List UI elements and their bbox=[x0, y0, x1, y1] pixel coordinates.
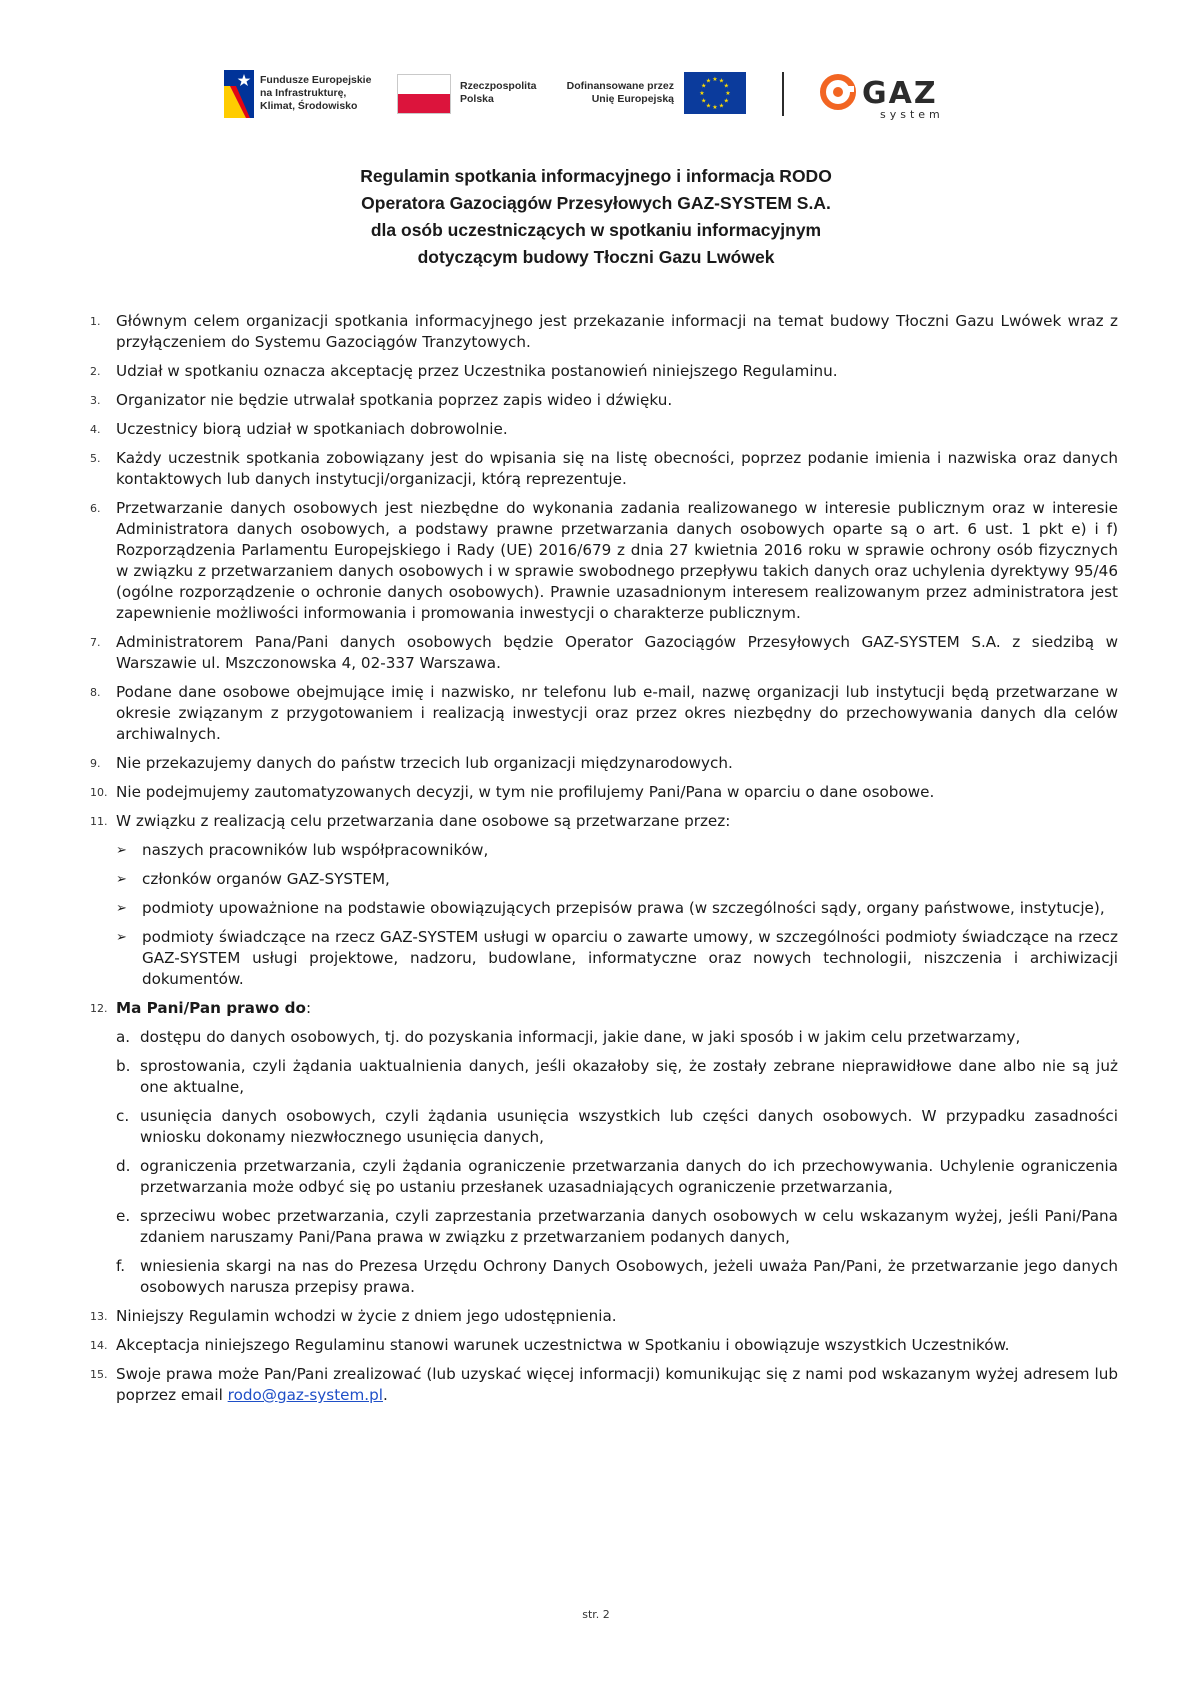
gaz-system-logo bbox=[818, 68, 984, 120]
item-text: Podane dane osobowe obejmujące imię i nazwisko, nr telefonu lub e-mail, nazwę organizacji lub instytucji będą przetwarzane w okresie związanym z przygotowaniem i realizacją inwestycji oraz przez okres niezbędny do przechowywania danych dla celów archiwalnych. bbox=[116, 683, 1118, 743]
item-number: 14. bbox=[90, 1339, 108, 1352]
list-item bbox=[90, 1306, 1118, 1327]
svg-text:★: ★ bbox=[723, 97, 729, 105]
right-item bbox=[90, 1027, 1118, 1048]
rzeczpospolita-polska-logo bbox=[397, 68, 552, 120]
title-line-1: Regulamin spotkania informacyjnego i informacja RODO bbox=[360, 166, 832, 186]
item-number: 4. bbox=[90, 423, 101, 436]
item-number: 8. bbox=[90, 686, 101, 699]
right-letter: d. bbox=[116, 1157, 131, 1175]
arrow-bullet-icon: ➢ bbox=[116, 843, 127, 858]
svg-text:★: ★ bbox=[705, 77, 712, 85]
item-number: 9. bbox=[90, 757, 101, 770]
list-item-rights bbox=[90, 998, 1118, 1019]
item-text: Organizator nie będzie utrwalał spotkania poprzez zapis wideo i dźwięku. bbox=[116, 391, 673, 409]
svg-text:★: ★ bbox=[723, 82, 729, 90]
svg-text:★: ★ bbox=[725, 90, 731, 97]
right-text: sprostowania, czyli żądania uaktualnienia danych, jeśli okazałoby się, że zostały zebrane nieprawidłowe dane albo nie są już one aktualne, bbox=[140, 1057, 1118, 1096]
arrow-bullet-icon: ➢ bbox=[116, 872, 127, 887]
ue-line-1: Dofinansowane przez bbox=[566, 80, 674, 92]
right-text: usunięcia danych osobowych, czyli żądania usunięcia wszystkich lub części danych osobowych. W przypadku zasadności wniosku dokonamy niezwłocznego usunięcia danych, bbox=[140, 1107, 1118, 1146]
item-text: Głównym celem organizacji spotkania informacyjnego jest przekazanie informacji na temat budowy Tłoczni Gazu Lwówek wraz z przyłączeniem do Systemu Gazociągów Tranzytowych. bbox=[116, 312, 1118, 351]
title-line-3: dla osób uczestniczących w spotkaniu informacyjnym bbox=[370, 220, 822, 240]
item-number: 2. bbox=[90, 365, 101, 378]
title-line-4: dotyczącym budowy Tłoczni Gazu Lwówek bbox=[417, 247, 775, 267]
item-number: 12. bbox=[90, 1002, 108, 1015]
list-item-contact bbox=[90, 1364, 1118, 1406]
svg-text:★: ★ bbox=[701, 82, 707, 90]
list-item bbox=[90, 682, 1118, 745]
rights-list bbox=[90, 1027, 1118, 1298]
processors-list bbox=[90, 840, 1118, 990]
page-number: str. 2 bbox=[582, 1608, 610, 1621]
right-letter: f. bbox=[116, 1257, 126, 1275]
rp-line-2: Polska bbox=[460, 93, 494, 105]
list-item bbox=[90, 782, 1118, 803]
svg-text:★: ★ bbox=[718, 102, 725, 110]
item-number: 13. bbox=[90, 1310, 108, 1323]
list-item bbox=[90, 361, 1118, 382]
rights-heading-colon: : bbox=[305, 999, 312, 1017]
email-link[interactable]: rodo@gaz-system.pl bbox=[227, 1386, 383, 1404]
arrow-bullet-icon: ➢ bbox=[116, 930, 127, 945]
list-item bbox=[90, 419, 1118, 440]
rights-heading: Ma Pani/Pan prawo do bbox=[116, 999, 306, 1017]
fe-line-3: Klimat, Środowisko bbox=[260, 100, 358, 112]
bullet-item bbox=[90, 840, 1118, 861]
right-item bbox=[90, 1206, 1118, 1248]
bullet-item bbox=[90, 927, 1118, 990]
item-text: Nie podejmujemy zautomatyzowanych decyzji, w tym nie profilujemy Pani/Pana w oparciu o dane osobowe. bbox=[116, 783, 935, 801]
right-item bbox=[90, 1106, 1118, 1148]
svg-text:★: ★ bbox=[712, 76, 718, 83]
bullet-item bbox=[90, 898, 1118, 919]
right-item bbox=[90, 1056, 1118, 1098]
item-number: 6. bbox=[90, 502, 101, 515]
item-text: Swoje prawa może Pan/Pani zrealizować (lub uzyskać więcej informacji) komunikując się z nami pod wskazanym wyżej adresem lub poprzez email bbox=[116, 1365, 1118, 1404]
right-item bbox=[90, 1256, 1118, 1298]
gaz-wordmark: GAZ bbox=[862, 76, 938, 111]
item-text: Uczestnicy biorą udział w spotkaniach dobrowolnie. bbox=[116, 420, 508, 438]
document-title bbox=[200, 163, 992, 271]
fe-line-1: Fundusze Europejskie bbox=[260, 74, 372, 86]
item-text: W związku z realizacją celu przetwarzania dane osobowe są przetwarzane przez: bbox=[116, 812, 731, 830]
bullet-text: naszych pracowników lub współpracowników, bbox=[142, 841, 489, 859]
right-letter: c. bbox=[116, 1107, 130, 1125]
unia-europejska-logo bbox=[566, 68, 746, 120]
item-text: Przetwarzanie danych osobowych jest niezbędne do wykonania zadania realizowanego w interesie publicznym oraz w interesie Administratora danych osobowych, a podstawy prawne przetwarzania danych osobowych oparte są o art. 6 ust. 1 pkt e) i f) Rozporządzenia Parlamentu Europejskiego i Rady (UE) 2016/679 z dnia 27 kwietnia 2016 roku w sprawie ochrony osób fizycznych w związku z przetwarzaniem danych osobowych i w sprawie swobodnego przepływu takich danych oraz uchylenia dyrektywy 95/46 (ogólne rozporządzenie o ochronie danych osobowych). Prawnie uzasadnionym interesem realizowanym przez administratora jest zapewnienie możliwości informowania i promowania inwestycji o charakterze publicznym. bbox=[116, 499, 1118, 622]
bullet-item bbox=[90, 869, 1118, 890]
polish-flag-icon bbox=[397, 74, 451, 114]
list-item bbox=[90, 498, 1118, 624]
list-item bbox=[90, 753, 1118, 774]
ue-line-2: Unię Europejską bbox=[591, 93, 674, 105]
list-item bbox=[90, 632, 1118, 674]
list-item bbox=[90, 448, 1118, 490]
list-item-processors bbox=[90, 811, 1118, 832]
gaz-sub-wordmark: system bbox=[880, 108, 944, 120]
item-number: 1. bbox=[90, 315, 101, 328]
svg-text:★: ★ bbox=[718, 77, 725, 85]
gaz-system-mark-icon bbox=[818, 72, 984, 120]
right-text: wniesienia skargi na nas do Prezesa Urzędu Ochrony Danych Osobowych, jeżeli uważa Pan/Pani, że przetwarzanie jego danych osobowych narusza przepisy prawa. bbox=[140, 1257, 1118, 1296]
right-item bbox=[90, 1156, 1118, 1198]
svg-text:★: ★ bbox=[701, 97, 707, 105]
item-number: 7. bbox=[90, 636, 101, 649]
item-number: 11. bbox=[90, 815, 108, 828]
rp-logo-text bbox=[460, 80, 536, 106]
bullet-text: członków organów GAZ-SYSTEM, bbox=[142, 870, 390, 888]
logo-separator bbox=[782, 72, 784, 116]
right-letter: a. bbox=[116, 1028, 131, 1046]
bullet-text: podmioty upoważnione na podstawie obowiązujących przepisów prawa (w szczególności sądy, organy państwowe, instytucje), bbox=[142, 899, 1105, 917]
right-text: sprzeciwu wobec przetwarzania, czyli zaprzestania przetwarzania danych osobowych w celu wskazanym wyżej, jeśli Pani/Pana zdaniem naruszamy Pani/Pana prawa w związku z przetwarzaniem podanych danych, bbox=[140, 1207, 1118, 1246]
item-text: Niniejszy Regulamin wchodzi w życie z dniem jego udostępnienia. bbox=[116, 1307, 617, 1325]
item-number: 10. bbox=[90, 786, 108, 799]
fe-flag-icon bbox=[224, 70, 254, 118]
item-text: Każdy uczestnik spotkania zobowiązany jest do wpisania się na listę obecności, poprzez podanie imienia i nazwiska oraz danych kontaktowych lub danych instytucji/organizacji, którą reprezentuje. bbox=[116, 449, 1118, 488]
right-text: dostępu do danych osobowych, tj. do pozyskania informacji, jakie dane, w jaki sposób i w jakim celu przetwarzamy, bbox=[140, 1028, 1021, 1046]
fe-line-2: na Infrastrukturę, bbox=[260, 87, 347, 99]
eu-flag-icon bbox=[684, 72, 746, 114]
ue-logo-text bbox=[566, 80, 674, 106]
right-text: ograniczenia przetwarzania, czyli żądania ograniczenie przetwarzania danych do ich przechowywania. Uchylenie ograniczenia przetwarzania może odbyć się po ustaniu przesłanek uzasadniających ograniczenie przetwarzania, bbox=[140, 1157, 1118, 1196]
fundusze-europejskie-logo bbox=[224, 68, 384, 120]
title-line-2: Operatora Gazociągów Przesyłowych GAZ-SYSTEM S.A. bbox=[361, 193, 831, 213]
rp-line-1: Rzeczpospolita bbox=[460, 80, 537, 92]
item-number: 15. bbox=[90, 1368, 108, 1381]
right-letter: e. bbox=[116, 1207, 131, 1225]
regulation-body bbox=[90, 311, 1118, 1414]
list-item bbox=[90, 311, 1118, 353]
item-text: Udział w spotkaniu oznacza akceptację przez Uczestnika postanowień niniejszego Regulaminu. bbox=[116, 362, 838, 380]
fe-logo-text bbox=[260, 74, 384, 113]
item-text: Administratorem Pana/Pani danych osobowych będzie Operator Gazociągów Przesyłowych GAZ-SYSTEM S.A. z siedzibą w Warszawie ul. Mszczonowska 4, 02-337 Warszawa. bbox=[116, 633, 1118, 672]
right-letter: b. bbox=[116, 1057, 131, 1075]
bullet-text: podmioty świadczące na rzecz GAZ-SYSTEM usługi w oparciu o zawarte umowy, w szczególności podmioty świadczące na rzecz GAZ-SYSTEM usługi projektowe, nadzoru, budowlane, informatyczne oraz nowych technologii, niszczenia i archiwizacji dokumentów. bbox=[142, 928, 1118, 988]
list-item bbox=[90, 390, 1118, 411]
list-item bbox=[90, 1335, 1118, 1356]
svg-text:★: ★ bbox=[712, 104, 718, 111]
svg-text:★: ★ bbox=[699, 90, 705, 97]
svg-text:★: ★ bbox=[705, 102, 712, 110]
arrow-bullet-icon: ➢ bbox=[116, 901, 127, 916]
item-text: Akceptacja niniejszego Regulaminu stanowi warunek uczestnictwa w Spotkaniu i obowiązuje wszystkich Uczestników. bbox=[116, 1336, 1010, 1354]
item-number: 3. bbox=[90, 394, 101, 407]
item-text: Nie przekazujemy danych do państw trzecich lub organizacji międzynarodowych. bbox=[116, 754, 733, 772]
item-text-end: . bbox=[382, 1386, 388, 1404]
item-number: 5. bbox=[90, 452, 101, 465]
logo-strip bbox=[224, 68, 984, 120]
